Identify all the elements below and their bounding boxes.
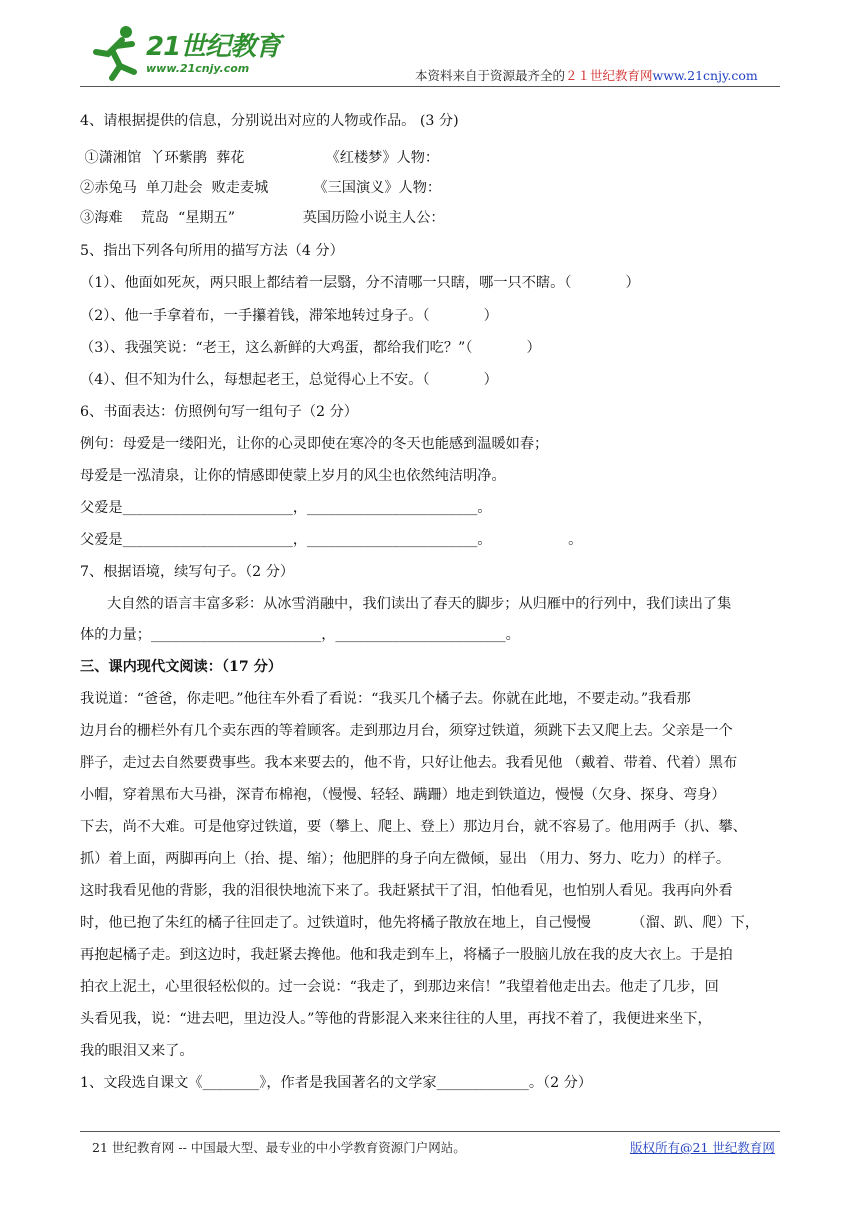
page-header	[0, 0, 860, 90]
section-3-heading: 三、课内现代文阅读：（17 分）	[80, 659, 283, 675]
header-note-prefix: 本资料来自于资源最齐全的	[415, 68, 566, 83]
passage-line-1: 我说道：“爸爸，你走吧。”他往车外看了看说：“我买几个橘子去。你就在此地，不要走动。”我看那	[80, 691, 691, 707]
footer-divider	[80, 1131, 780, 1132]
question-7: 7、根据语境，续写句子。（2 分）	[80, 564, 295, 580]
q7-text-2: 体的力量；________________________，________________________。	[80, 627, 520, 643]
passage-line-12: 我的眼泪又来了。	[80, 1043, 194, 1059]
passage-line-5: 下去，尚不大难。可是他穿过铁道，要（攀上、爬上、登上）那边月台，就不容易了。他用两手（扒、攀、	[80, 819, 747, 835]
question-6: 6、书面表达：仿照例句写一组句子（2 分）	[80, 404, 358, 420]
passage-line-10: 拍衣上泥土，心里很轻松似的。过一会说：“我走了，到那边来信！”我望着他走出去。他走了几步，回	[80, 979, 719, 995]
reading-question-1: 1、文段选自课文《________》，作者是我国著名的文学家_____________。（2 分）	[80, 1075, 593, 1091]
copyright-link[interactable]: 版权所有@21 世纪教育网	[630, 1140, 775, 1155]
q4-item-2: ②赤兔马 单刀赴会 败走麦城 《三国演义》人物：	[80, 180, 442, 196]
q4-item-1: ①潇湘馆 丫环紫鹃 葬花 《红楼梦》人物：	[80, 150, 440, 166]
q5-item-3: （3）、我强笑说：“老王，这么新鲜的大鸡蛋，都给我们吃？”（ ）	[80, 340, 541, 356]
passage-line-11: 头看见我，说：“进去吧，里边没人。”等他的背影混入来来往往的人里，再找不着了，我便进来坐下，	[80, 1011, 712, 1027]
logo-url: www.21cnjy.com	[146, 62, 250, 75]
question-4: 4、请根据提供的信息，分别说出对应的人物或作品。 (3 分)	[80, 113, 459, 129]
header-note-url[interactable]: www.21cnjy.com	[652, 68, 758, 83]
header-divider	[80, 86, 780, 87]
passage-line-7: 这时我看见他的背影，我的泪很快地流下来了。我赶紧拭干了泪，怕他看见，也怕别人看见。我再向外看	[80, 883, 733, 899]
logo-text: 21世纪教育	[146, 32, 281, 62]
header-note-site: ２１世纪教育网	[565, 68, 653, 83]
passage-line-4: 小帽，穿着黑布大马褂，深青布棉袍，（慢慢、轻轻、蹒跚）地走到铁道边，慢慢（欠身、探身、弯身）	[80, 787, 726, 803]
q7-text-1: 大自然的语言丰富多彩：从冰雪消融中，我们读出了春天的脚步；从归雁中的行列中，我们读出了集	[80, 596, 732, 612]
q6-blank-1: 父爱是________________________，________________________。	[80, 500, 492, 516]
passage-line-9: 再抱起橘子走。到这边时，我赶紧去搀他。他和我走到车上，将橘子一股脑儿放在我的皮大衣上。于是拍	[80, 947, 733, 963]
q4-item-3: ③海难 荒岛 “星期五” 英国历险小说主人公：	[80, 210, 445, 226]
site-logo	[86, 22, 286, 82]
footer-text: 21 世纪教育网 -- 中国最大型、最专业的中小学教育资源门户网站。	[92, 1140, 466, 1155]
passage-line-3: 胖子，走过去自然要费事些。我本来要去的，他不肯，只好让他去。我看见他 （戴着、带着、代着）黑布	[80, 755, 738, 771]
passage-line-6: 抓）着上面，两脚再向上（抬、提、缩）；他肥胖的身子向左微倾，显出 （用力、努力、吃力）的样子。	[80, 851, 731, 867]
header-note	[415, 66, 758, 84]
question-5: 5、指出下列各句所用的描写方法（4 分）	[80, 243, 344, 259]
passage-line-2: 边月台的栅栏外有几个卖东西的等着顾客。走到那边月台，须穿过铁道，须跳下去又爬上去。父亲是一个	[80, 723, 733, 739]
q6-blank-2: 父爱是________________________，________________________。 。	[80, 532, 583, 548]
q5-item-1: （1）、他面如死灰，两只眼上都结着一层翳，分不清哪一只瞎，哪一只不瞎。（ ）	[80, 275, 640, 291]
runner-icon	[86, 22, 146, 82]
q6-example-1: 例句：母爱是一缕阳光，让你的心灵即使在寒冷的冬天也能感到温暖如春；	[80, 436, 549, 452]
q5-item-2: （2）、他一手拿着布，一手攥着钱，滞笨地转过身子。（ ）	[80, 308, 498, 324]
q5-item-4: （4）、但不知为什么，每想起老王，总觉得心上不安。（ ）	[80, 372, 498, 388]
q6-example-2: 母爱是一泓清泉，让你的情感即使蒙上岁月的风尘也依然纯洁明净。	[80, 468, 506, 484]
passage-line-8: 时，他已抱了朱红的橘子往回走了。过铁道时，他先将橘子散放在地上，自己慢慢 （溜、趴、爬）下，	[80, 915, 760, 931]
